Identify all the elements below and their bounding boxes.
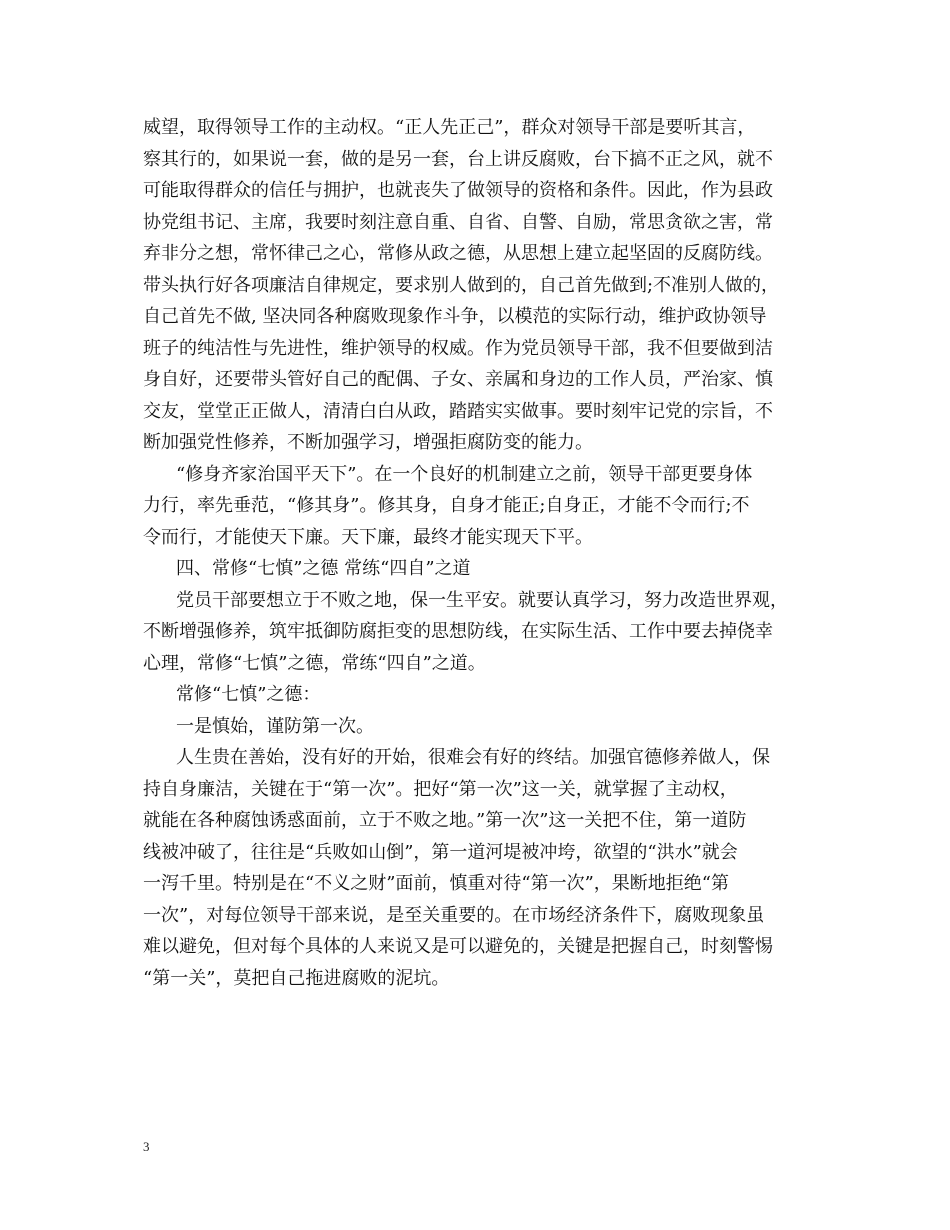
text-line: 一次”，对每位领导干部来说，是至关重要的。在市场经济条件下，腐败现象虽 (143, 904, 765, 926)
text-line: 令而行，才能使天下廉。天下廉，最终才能实现天下平。 (143, 526, 593, 548)
text-line: 力行，率先垂范，“修其身”。修其身，自身才能正;自身正，才能不令而行;不 (143, 495, 750, 516)
text-line: 心理，常修“七慎”之德，常练“四自”之道。 (143, 652, 486, 674)
text-line: 难以避免，但对每个具体的人来说又是可以避免的，关键是把握自己，时刻警惕 (143, 936, 773, 957)
text-line: 持自身廉洁，关键在于“第一次”。把好“第一次”这一关，就掌握了主动权， (143, 778, 738, 800)
page-number: 3 (143, 1139, 150, 1154)
text-line: 察其行的，如果说一套，做的是另一套，台上讲反腐败，台下搞不正之风，就不 (143, 148, 773, 170)
subheading: 常修“七慎”之德： (176, 684, 321, 705)
text-line: 弃非分之想，常怀律己之心，常修从政之德，从思想上建立起坚固的反腐防线。 (143, 243, 773, 264)
text-line: 班子的纯洁性与先进性，维护领导的权威。作为党员领导干部，我不但要做到洁 (143, 337, 773, 359)
text-line: 断加强党性修养，不断加强学习，增强拒腐防变的能力。 (143, 432, 593, 453)
paragraph-start-line: 党员干部要想立于不败之地，保一生平安。就要认真学习，努力改造世界观， (176, 589, 788, 611)
text-line: 一泻千里。特别是在“不义之财”面前，慎重对待“第一次”，果断地拒绝“第 (143, 873, 730, 894)
subheading: 一是慎始，谨防第一次。 (176, 715, 374, 737)
text-line: 身自好，还要带头管好自己的配偶、子女、亲属和身边的工作人员，严治家、慎 (143, 369, 773, 390)
text-line: 交友，堂堂正正做人，清清白白从政，踏踏实实做事。要时刻牢记党的宗旨，不 (143, 400, 773, 422)
paragraph-start-line: 人生贵在善始，没有好的开始，很难会有好的终结。加强官德修养做人，保 (176, 747, 770, 768)
text-line: 带头执行好各项廉洁自律规定，要求别人做到的，自己首先做到;不准别人做的， (143, 274, 780, 296)
text-line: 就能在各种腐蚀诱惑面前，立于不败之地。”第一次”这一关把不住，第一道防 (143, 810, 747, 831)
text-line: 威望，取得领导工作的主动权。“正人先正己”，群众对领导干部是要听其言， (143, 117, 756, 138)
section-heading: 四、常修“七慎”之德 常练“四自”之道 (176, 558, 471, 579)
paragraph-start-line: “修身齐家治国平天下”。在一个良好的机制建立之前，领导干部更要身体 (176, 463, 753, 485)
text-line: “第一关”，莫把自己拖进腐败的泥坑。 (143, 967, 450, 989)
text-line: 协党组书记、主席，我要时刻注意自重、自省、自警、自励，常思贪欲之害，常 (143, 211, 773, 233)
text-line: 可能取得群众的信任与拥护，也就丧失了做领导的资格和条件。因此，作为县政 (143, 180, 773, 201)
text-line: 不断增强修养，筑牢抵御防腐拒变的思想防线，在实际生活、工作中要去掉侥幸 (143, 621, 773, 642)
document-body (143, 112, 819, 994)
text-line: 线被冲破了，往往是“兵败如山倒”，第一道河堤被冲垮，欲望的“洪水”就会 (143, 841, 738, 863)
text-line: 自己首先不做, 坚决同各种腐败现象作斗争，以模范的实际行动，维护政协领导 (143, 306, 767, 327)
